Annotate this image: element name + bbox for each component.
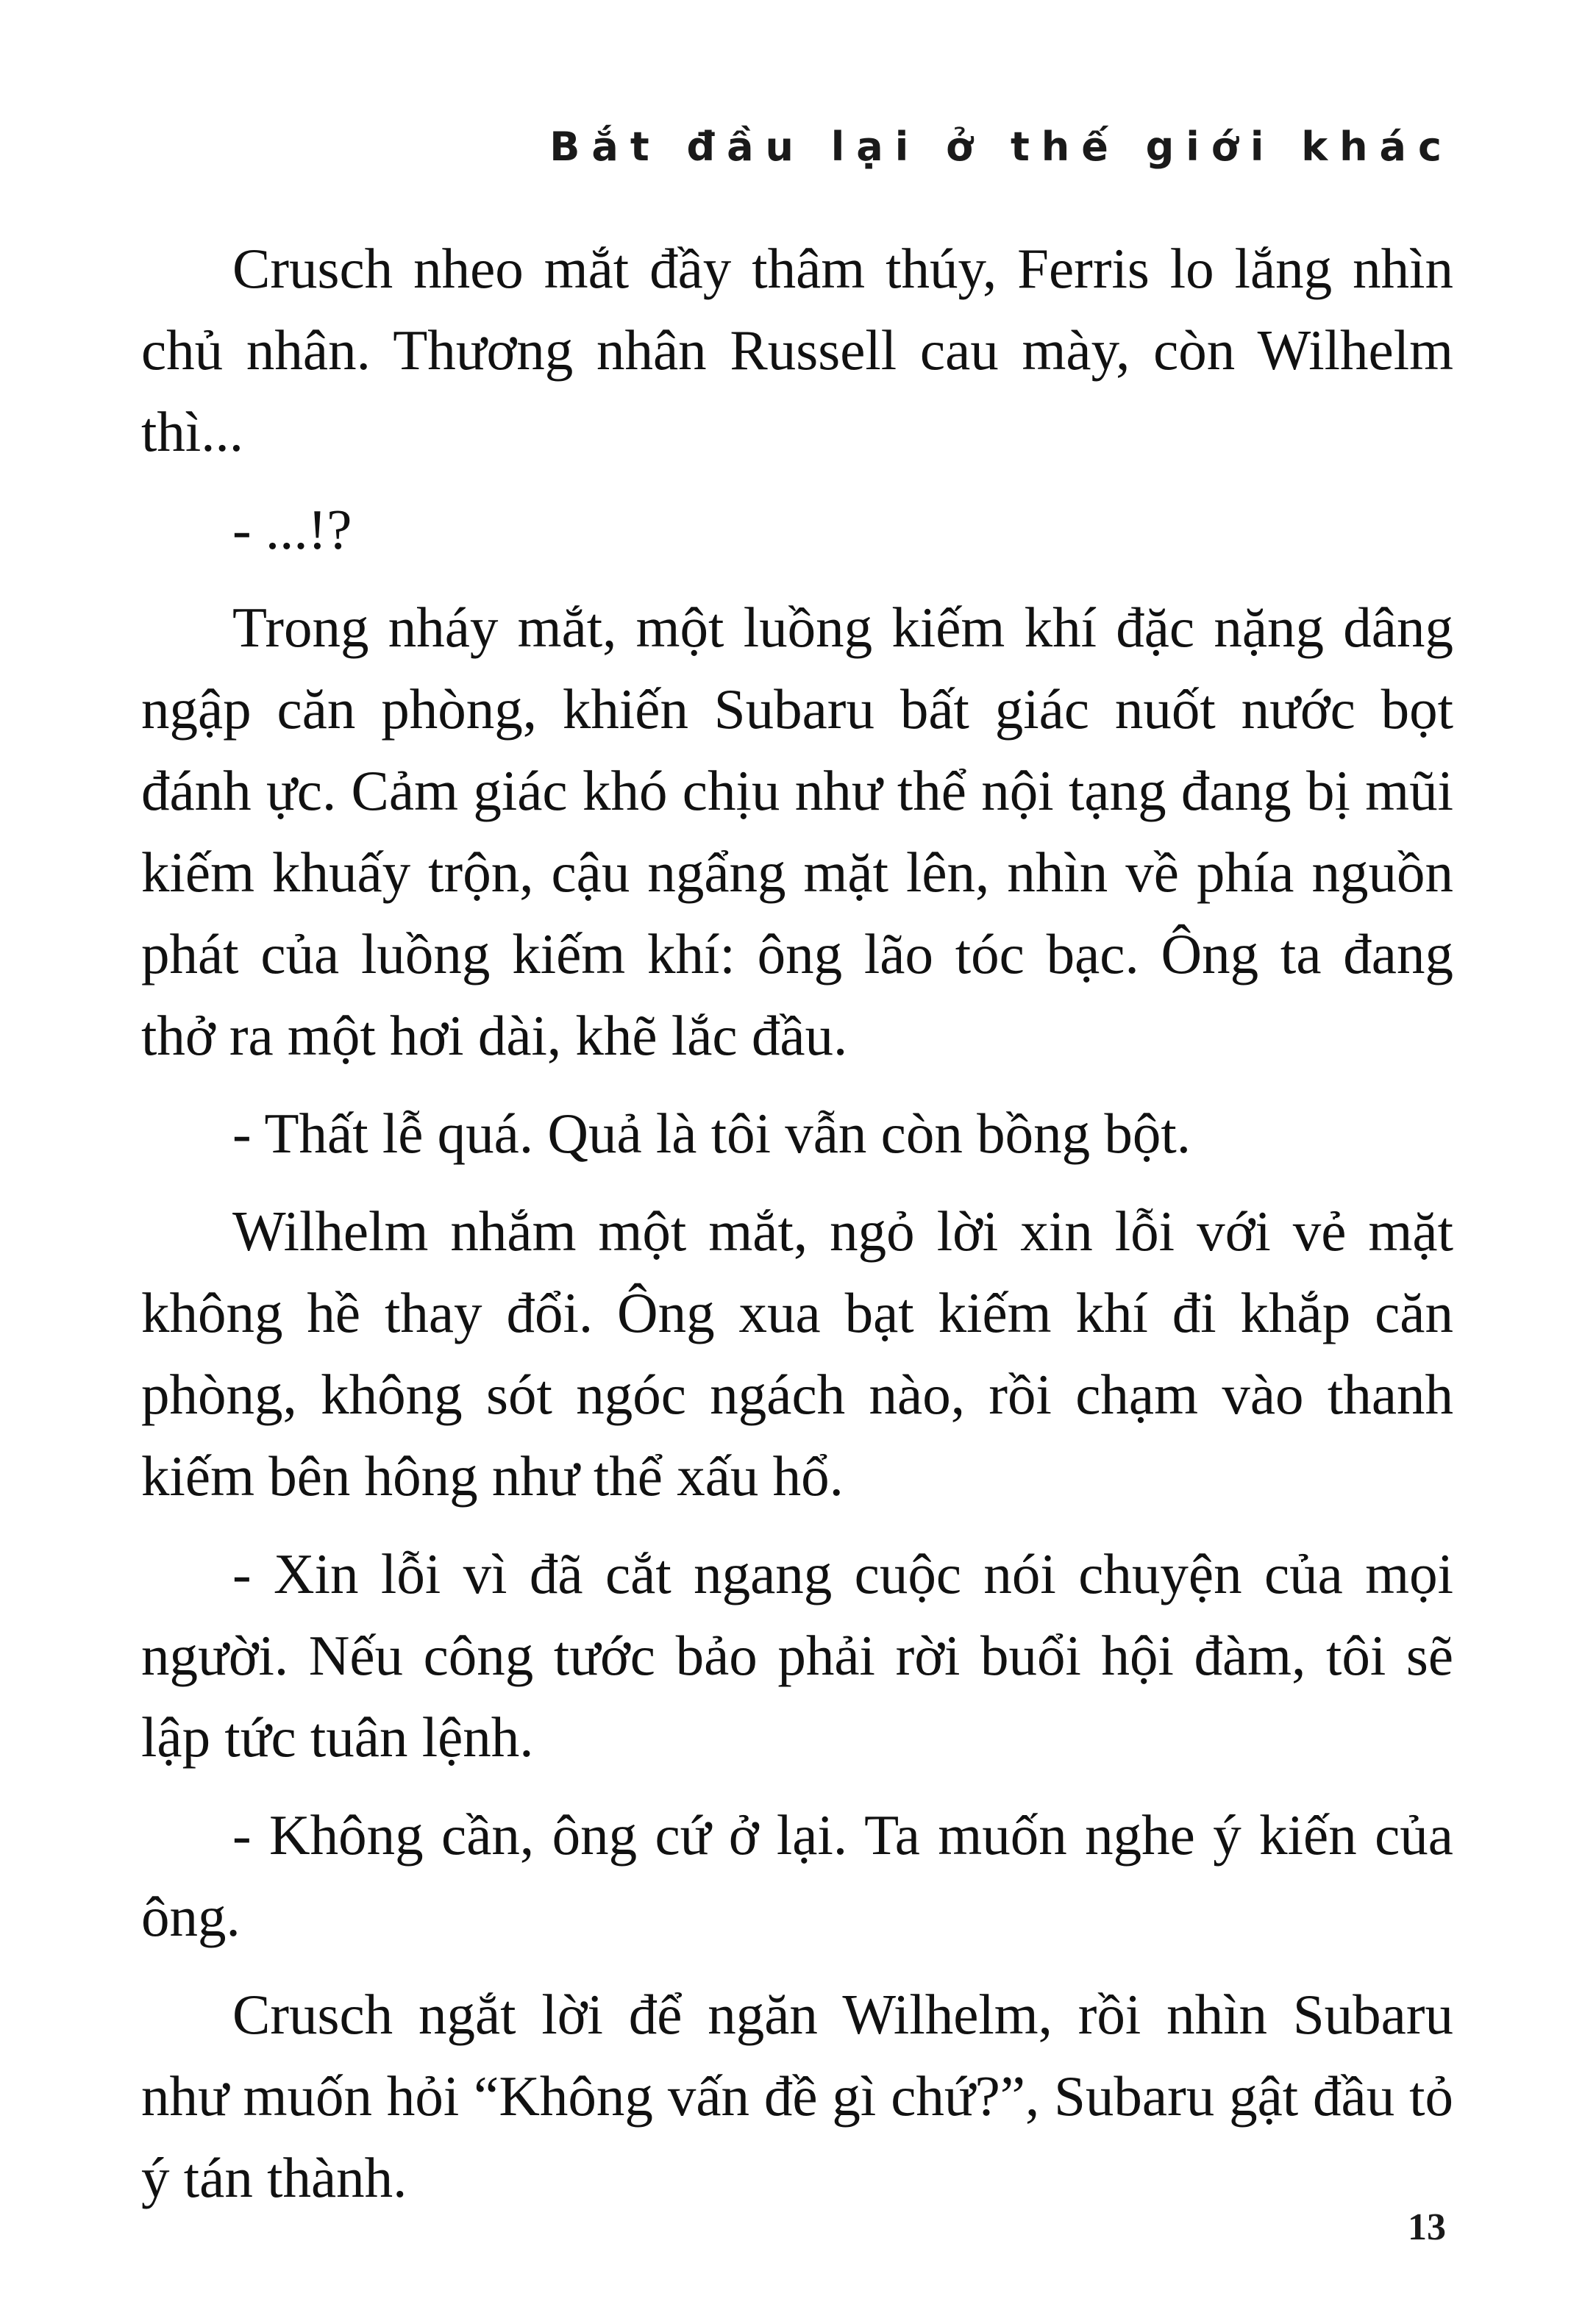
body-text (141, 228, 1453, 2235)
paragraph: - Xin lỗi vì đã cắt ngang cuộc nói chuyện của mọi người. Nếu công tước bảo phải rời buổi hội đàm, tôi sẽ lập tức tuân lệnh. (141, 1542, 1453, 1769)
paragraph: - Không cần, ông cứ ở lại. Ta muốn nghe ý kiến của ông. (141, 1803, 1453, 1948)
paragraph: - Thất lễ quá. Quả là tôi vẫn còn bồng bột. (232, 1102, 1191, 1165)
paragraph: Wilhelm nhắm một mắt, ngỏ lời xin lỗi với vẻ mặt không hề thay đổi. Ông xua bạt kiếm khí đi khắp căn phòng, không sót ngóc ngách nào, rồi chạm vào thanh kiếm bên hông như thể xấu hổ. (141, 1200, 1453, 1508)
running-header: Bắt đầu lại ở thế giới khác (549, 124, 1453, 170)
paragraph: Crusch ngắt lời để ngăn Wilhelm, rồi nhìn Subaru như muốn hỏi “Không vấn đề gì chứ?”, Subaru gật đầu tỏ ý tán thành. (141, 1983, 1453, 2209)
paragraph: Crusch nheo mắt đầy thâm thúy, Ferris lo lắng nhìn chủ nhân. Thương nhân Russell cau mày, còn Wilhelm thì... (141, 237, 1453, 463)
page-number: 13 (1408, 2206, 1446, 2248)
paragraph: Trong nháy mắt, một luồng kiếm khí đặc nặng dâng ngập căn phòng, khiến Subaru bất giác nuốt nước bọt đánh ực. Cảm giác khó chịu như thể nội tạng đang bị mũi kiếm khuấy trộn, cậu ngẩng mặt lên, nhìn về phía nguồn phát của luồng kiếm khí: ông lão tóc bạc. Ông ta đang thở ra một hơi dài, khẽ lắc đầu. (141, 596, 1453, 1067)
paragraph: - ...!? (232, 498, 352, 561)
